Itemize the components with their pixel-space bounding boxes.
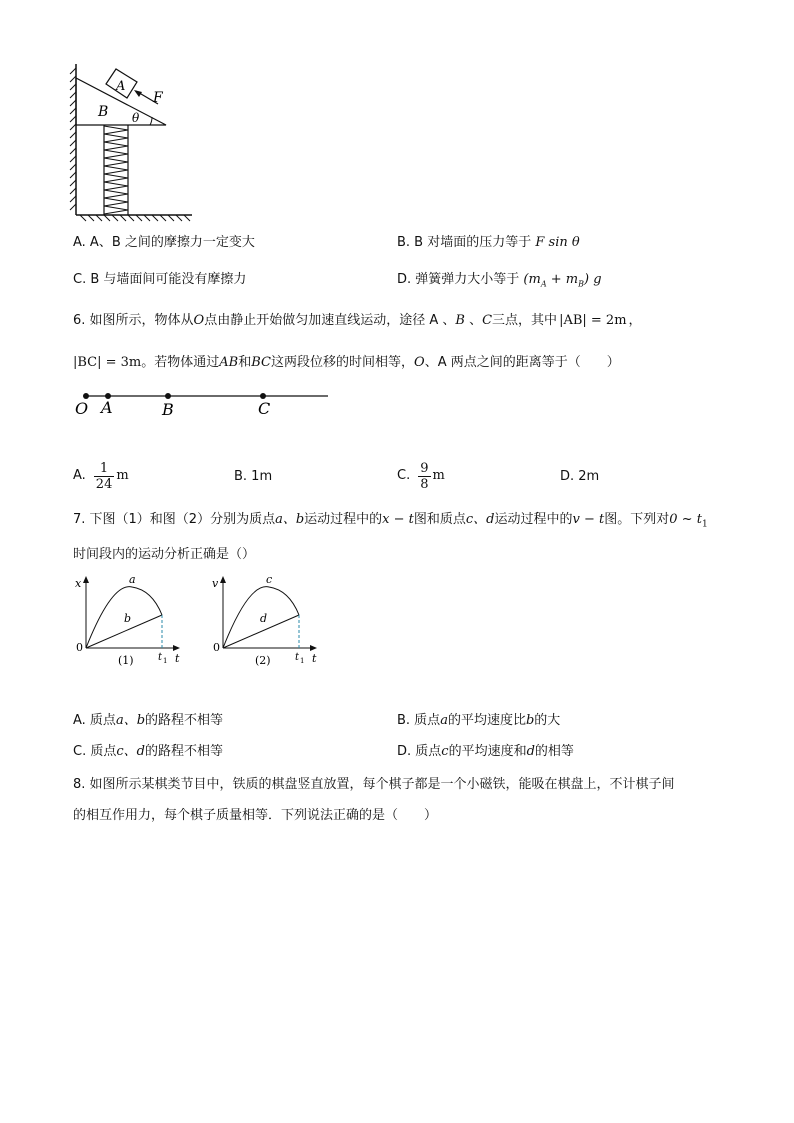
q6-option-c: C. $\frac{9}{8}$ m — [397, 460, 445, 492]
label-theta: θ — [132, 111, 140, 125]
q6-stem-line1: 6. 如图所示，物体从O点由静止开始做匀加速直线运动，途径 A 、B 、C三点，其中 |AB| = 2m ， — [73, 313, 642, 328]
q5-option-d-text: D. 弹簧弹力大小等于 — [397, 272, 520, 287]
tick-t1-sub: 1 — [163, 657, 168, 665]
q6-option-d: D. 2m — [560, 469, 600, 484]
q8-stem-line2: 的相互作用力，每个棋子质量相等．下列说法正确的是（ ） — [73, 808, 438, 823]
axis-x-label: x — [75, 577, 82, 590]
vt-graph — [209, 572, 323, 672]
axis-t-label: t — [312, 652, 317, 665]
origin-label: 0 — [213, 641, 220, 654]
curve-c-label: c — [266, 573, 273, 586]
q5-option-d-math: $(m_A + m_B)$ g — [523, 272, 602, 289]
line-b-label: b — [124, 612, 132, 625]
q5-option-a: A. A、B 之间的摩擦力一定变大 — [73, 235, 255, 250]
q7-stem-line2: 时间段内的运动分析正确是（） — [73, 547, 256, 562]
wall-hatching — [70, 68, 76, 210]
xt-graph — [72, 572, 184, 672]
tick-t1-label: t — [158, 652, 163, 663]
q7-option-d: D. 质点c的平均速度和d的相等 — [397, 744, 574, 759]
floor-hatching — [80, 215, 190, 221]
label-b: B — [162, 400, 174, 419]
theta-arc — [150, 117, 152, 125]
line-d-label: d — [260, 612, 268, 625]
wedge-spring-figure — [66, 62, 198, 222]
q5-option-b-text: B. B 对墙面的压力等于 — [397, 235, 532, 250]
origin-label: 0 — [76, 641, 83, 654]
graph-caption: (1) — [118, 654, 134, 667]
label-a: A — [101, 398, 113, 417]
q5-option-b-math: F sin θ — [535, 235, 580, 250]
point-b — [165, 393, 171, 399]
tick-t1-sub: 1 — [300, 657, 305, 665]
q7-option-b: B. 质点a的平均速度比b的大 — [397, 713, 561, 728]
curve-a-label: a — [129, 573, 136, 586]
q8-stem-line1: 8. 如图所示某棋类节目中，铁质的棋盘竖直放置，每个棋子都是一个小磁铁，能吸在棋盘上，不计棋子间 — [73, 777, 675, 792]
force-arrow-head — [134, 90, 142, 97]
label-o: O — [75, 399, 89, 418]
tick-t1-label: t — [295, 652, 300, 663]
label-b: B — [98, 104, 109, 120]
axis-t-label: t — [175, 652, 180, 665]
label-a: A — [116, 79, 126, 94]
spring — [104, 126, 128, 214]
q7-option-c: C. 质点c、d的路程不相等 — [73, 744, 223, 759]
points-line-figure — [70, 385, 334, 421]
q6-option-a: A. $\frac{1}{24}$ m — [73, 460, 129, 492]
q5-option-c: C. B 与墙面间可能没有摩擦力 — [73, 272, 247, 287]
q6-option-b: B. 1m — [234, 469, 273, 484]
q5-option-d — [397, 272, 602, 293]
graph-caption: (2) — [255, 654, 271, 667]
q7-option-a: A. 质点a、b的路程不相等 — [73, 713, 224, 728]
q6-stem-line2: |BC| = 3m。若物体通过AB和BC这两段位移的时间相等，O、A 两点之间的距离等于（ ） — [73, 355, 620, 370]
axis-v-label: v — [212, 577, 219, 590]
label-f: F — [153, 90, 163, 106]
q7-stem-line1: 7. 下图（1）和图（2）分别为质点a、b运动过程中的x − t图和质点c、d运动过程中的v − t图。下列对0 ~ $t_1$ — [73, 512, 708, 530]
q5-option-b — [397, 235, 580, 251]
label-c: C — [258, 399, 271, 418]
